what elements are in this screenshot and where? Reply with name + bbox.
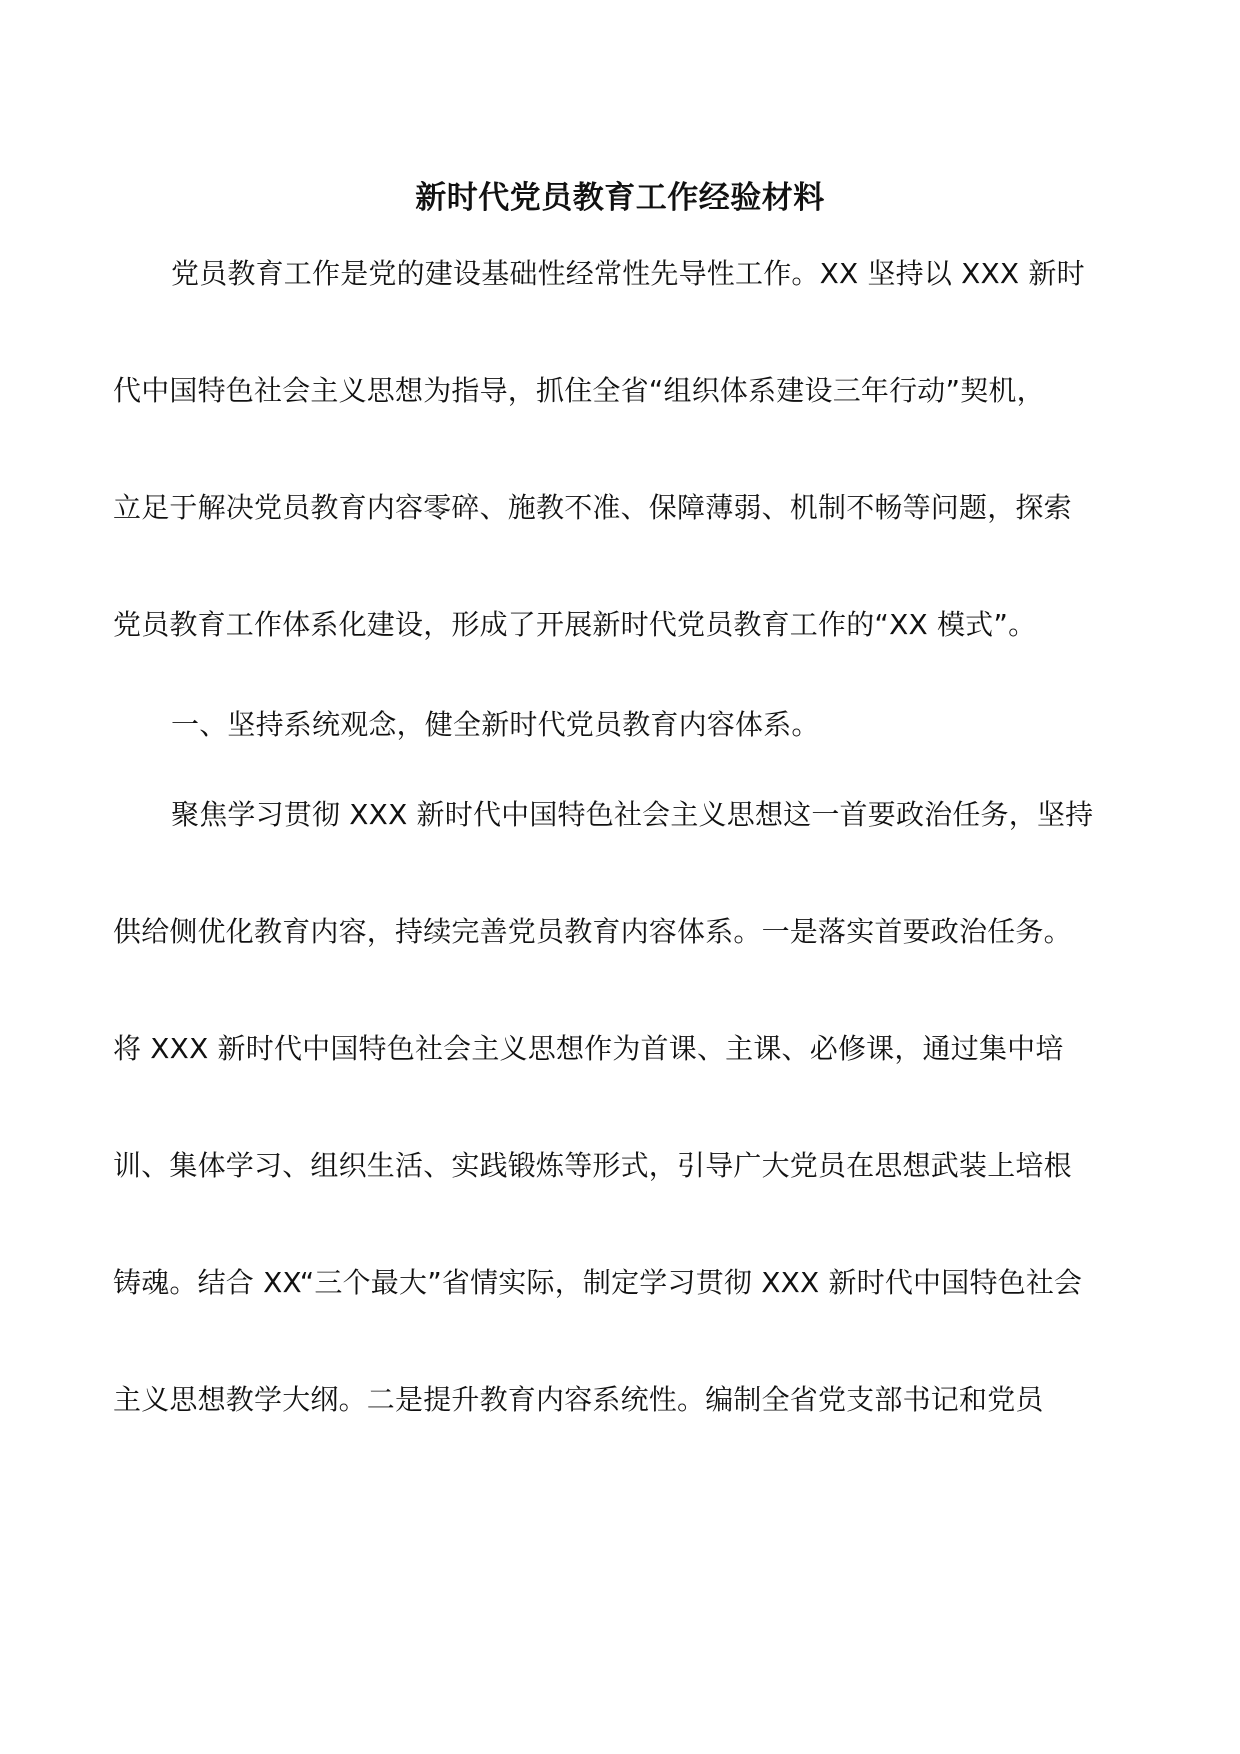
paragraph-2-line-5: 铸魂。结合 XX“三个最大”省情实际，制定学习贯彻 XXX 新时代中国特色社会 bbox=[113, 1266, 1083, 1299]
paragraph-1-line-4: 党员教育工作体系化建设，形成了开展新时代党员教育工作的“XX 模式”。 bbox=[113, 608, 1037, 641]
paragraph-2-line-4: 训、集体学习、组织生活、实践锻炼等形式，引导广大党员在思想武装上培根 bbox=[113, 1149, 1072, 1182]
paragraph-2-line-6: 主义思想教学大纲。二是提升教育内容系统性。编制全省党支部书记和党员 bbox=[113, 1383, 1044, 1416]
paragraph-2-line-1: 聚焦学习贯彻 XXX 新时代中国特色社会主义思想这一首要政治任务，坚持 bbox=[171, 798, 1094, 831]
section-heading-1: 一、坚持系统观念，健全新时代党员教育内容体系。 bbox=[171, 708, 820, 741]
paragraph-1-line-1: 党员教育工作是党的建设基础性经常性先导性工作。XX 坚持以 XXX 新时 bbox=[171, 257, 1085, 290]
paragraph-1-line-3: 立足于解决党员教育内容零碎、施教不准、保障薄弱、机制不畅等问题，探索 bbox=[113, 491, 1072, 524]
document-title: 新时代党员教育工作经验材料 bbox=[415, 180, 825, 216]
paragraph-2-line-3: 将 XXX 新时代中国特色社会主义思想作为首课、主课、必修课，通过集中培 bbox=[113, 1032, 1064, 1065]
paragraph-1-line-2: 代中国特色社会主义思想为指导，抓住全省“组织体系建设三年行动”契机， bbox=[113, 374, 1045, 407]
paragraph-2-line-2: 供给侧优化教育内容，持续完善党员教育内容体系。一是落实首要政治任务。 bbox=[113, 915, 1072, 948]
